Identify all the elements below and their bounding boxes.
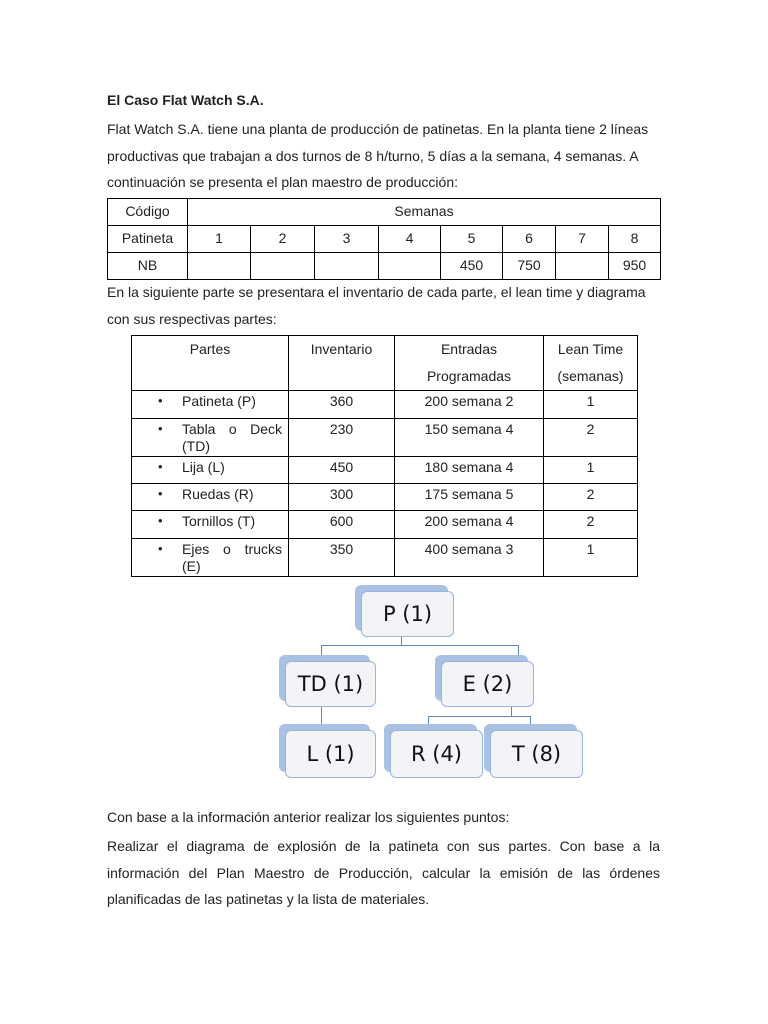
table-row [132, 457, 638, 484]
nb-cell: 950 [609, 253, 661, 280]
week-cell: 5 [441, 226, 503, 253]
nb-cell: 450 [441, 253, 503, 280]
part-cell [132, 539, 289, 577]
node-e [441, 661, 534, 707]
node-p-label: P (1) [361, 591, 454, 637]
parts-table [131, 335, 638, 577]
header-lead-line2: (semanas) [557, 368, 624, 384]
entries-cell: 400 semana 3 [395, 539, 544, 577]
inventory-cell: 300 [289, 484, 395, 511]
table-row [132, 511, 638, 539]
part-name: • Patineta (P) [182, 393, 256, 409]
connector-line [321, 707, 322, 725]
node-t [490, 730, 583, 778]
entries-cell: 200 semana 2 [395, 391, 544, 419]
nb-cell: 750 [503, 253, 556, 280]
header-inventory: Inventario [289, 336, 395, 391]
table-row [132, 419, 638, 457]
lead-cell: 1 [544, 457, 638, 484]
header-entries-line2: Programadas [426, 368, 512, 384]
node-t-label: T (8) [490, 730, 583, 778]
weeks-header: Semanas [188, 199, 661, 226]
row-label-patineta: Patineta [108, 226, 188, 253]
inventory-cell: 450 [289, 457, 395, 484]
header-entries-line1: Entradas [440, 341, 498, 357]
nb-cell [556, 253, 609, 280]
header-parts: Partes [132, 336, 289, 391]
part-name: • Lija (L) [182, 459, 225, 475]
node-p [361, 591, 454, 637]
entries-cell: 180 semana 4 [395, 457, 544, 484]
lead-cell: 1 [544, 539, 638, 577]
header-lead-line1: Lean Time [557, 341, 624, 357]
product-structure-diagram [278, 583, 588, 783]
node-l [285, 730, 376, 778]
lead-cell: 2 [544, 511, 638, 539]
week-cell: 3 [315, 226, 379, 253]
part-name: • Tabla o Deck (TD) [182, 421, 282, 454]
row-label-nb: NB [108, 253, 188, 280]
intro-paragraph: Flat Watch S.A. tiene una planta de producción de patinetas. En la planta tiene 2 líneas productivas que trabajan a dos turnos de 8 h/turno, 5 días a la semana, 4 semanas. A continuación se presenta el plan maestro de producción: [107, 121, 649, 190]
node-r [390, 730, 483, 778]
node-e-label: E (2) [441, 661, 534, 707]
entries-cell: 175 semana 5 [395, 484, 544, 511]
header-lead-time [544, 336, 638, 391]
node-l-label: L (1) [285, 730, 376, 778]
header-entries [395, 336, 544, 391]
week-cell: 8 [609, 226, 661, 253]
parts-intro-paragraph: En la siguiente parte se presentara el inventario de cada parte, el lean time y diagrama con sus respectivas partes: [107, 284, 646, 327]
part-name: • Ejes o trucks (E) [182, 541, 282, 574]
part-cell [132, 391, 289, 419]
week-cell: 1 [188, 226, 251, 253]
week-cell: 2 [251, 226, 315, 253]
inventory-cell: 350 [289, 539, 395, 577]
master-plan-table [107, 198, 661, 280]
inventory-cell: 360 [289, 391, 395, 419]
part-name: • Tornillos (T) [182, 513, 256, 529]
part-cell [132, 511, 289, 539]
lead-cell: 2 [544, 484, 638, 511]
nb-cell [379, 253, 441, 280]
part-cell [132, 484, 289, 511]
inventory-cell: 600 [289, 511, 395, 539]
table-row [108, 226, 661, 253]
part-name: • Ruedas (R) [182, 486, 254, 502]
table-row [132, 391, 638, 419]
nb-cell [188, 253, 251, 280]
lead-cell: 2 [544, 419, 638, 457]
connector-line [511, 707, 512, 716]
closing-paragraph-1: Con base a la información anterior realizar los siguientes puntos: [107, 809, 510, 825]
week-cell: 4 [379, 226, 441, 253]
lead-cell: 1 [544, 391, 638, 419]
nb-cell [251, 253, 315, 280]
part-cell [132, 419, 289, 457]
nb-cell [315, 253, 379, 280]
table-row [132, 539, 638, 577]
node-td [285, 661, 376, 707]
part-cell [132, 457, 289, 484]
table-row [108, 253, 661, 280]
table-header-row [132, 336, 638, 391]
node-td-label: TD (1) [285, 661, 376, 707]
document-title: El Caso Flat Watch S.A. [107, 92, 264, 108]
week-cell: 7 [556, 226, 609, 253]
table-row [132, 484, 638, 511]
closing-paragraph-2: Realizar el diagrama de explosión de la patineta con sus partes. Con base a la información del Plan Maestro de Producción, calcular la emisión de las órdenes planificadas de las patinetas y la lista de materiales. [107, 838, 660, 907]
inventory-cell: 230 [289, 419, 395, 457]
week-cell: 6 [503, 226, 556, 253]
table-row [108, 199, 661, 226]
entries-cell: 150 semana 4 [395, 419, 544, 457]
entries-cell: 200 semana 4 [395, 511, 544, 539]
connector-line [321, 645, 518, 646]
node-r-label: R (4) [390, 730, 483, 778]
connector-line [428, 716, 530, 717]
code-header: Código [108, 199, 188, 226]
